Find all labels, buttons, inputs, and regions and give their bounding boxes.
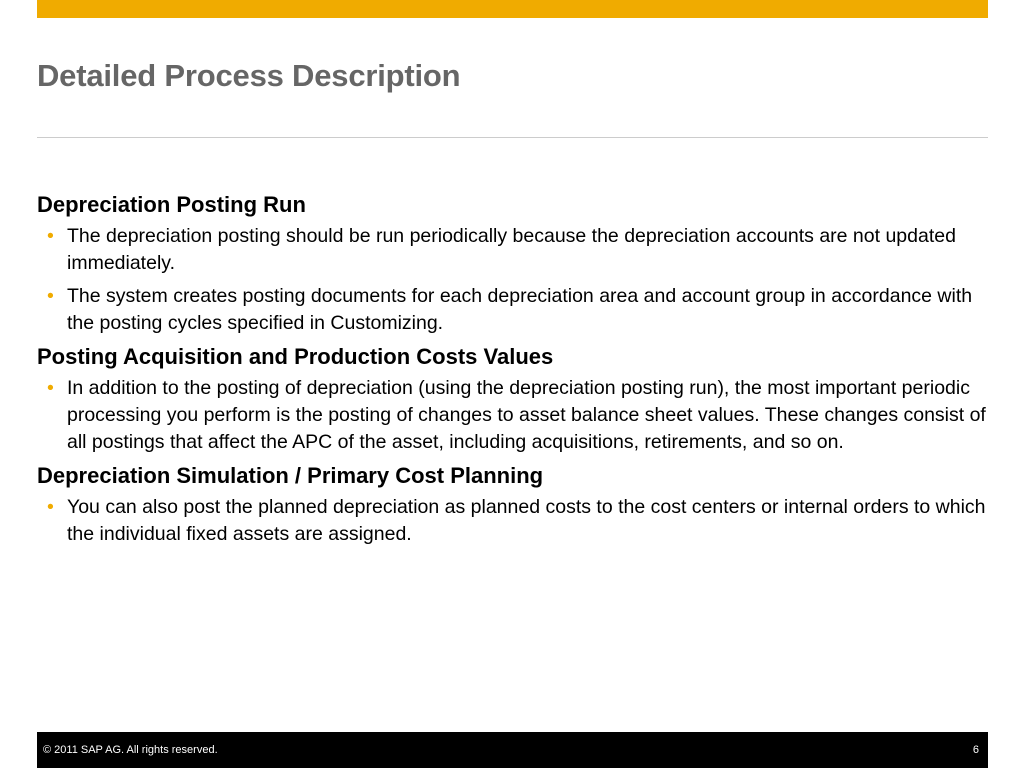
section-depreciation-posting-run: [37, 191, 988, 337]
bullet-item: [37, 223, 988, 277]
bullet-text: You can also post the planned depreciation as planned costs to the cost centers or internal orders to which the individual fixed assets are assigned.: [67, 496, 986, 545]
bullet-item: [37, 494, 988, 548]
bullet-item: [37, 375, 988, 456]
bullet-list: [37, 375, 988, 456]
bullet-text: The system creates posting documents for each depreciation area and account group in accordance with the posting cycles specified in Customizing.: [67, 285, 973, 334]
section-heading: Depreciation Simulation / Primary Cost Planning: [37, 463, 544, 488]
bullet-text: In addition to the posting of depreciation (using the depreciation posting run), the most important periodic processing you perform is the posting of changes to asset balance sheet values. These changes consist of all postings that affect the APC of the asset, including acquisitions, retirements, and so on.: [67, 377, 986, 453]
copyright-text: © 2011 SAP AG. All rights reserved.: [43, 744, 218, 756]
section-heading: Posting Acquisition and Production Costs Values: [37, 344, 554, 369]
slide-title: Detailed Process Description: [37, 58, 461, 93]
bullet-list: [37, 494, 988, 548]
page-number: 6: [972, 744, 979, 756]
bullet-text: The depreciation posting should be run periodically because the depreciation accounts are not updated immediately.: [67, 225, 956, 274]
bullet-icon: •: [47, 285, 54, 307]
section-posting-acquisition: [37, 343, 988, 456]
title-divider: [37, 137, 988, 138]
slide-content: [37, 191, 988, 554]
section-depreciation-simulation: [37, 462, 988, 548]
footer-bar: [37, 732, 988, 768]
section-heading: Depreciation Posting Run: [37, 192, 306, 217]
bullet-icon: •: [47, 496, 54, 518]
bullet-icon: •: [47, 225, 54, 247]
bullet-icon: •: [47, 377, 54, 399]
bullet-list: [37, 223, 988, 337]
top-accent-bar: [37, 0, 988, 18]
bullet-item: [37, 283, 988, 337]
